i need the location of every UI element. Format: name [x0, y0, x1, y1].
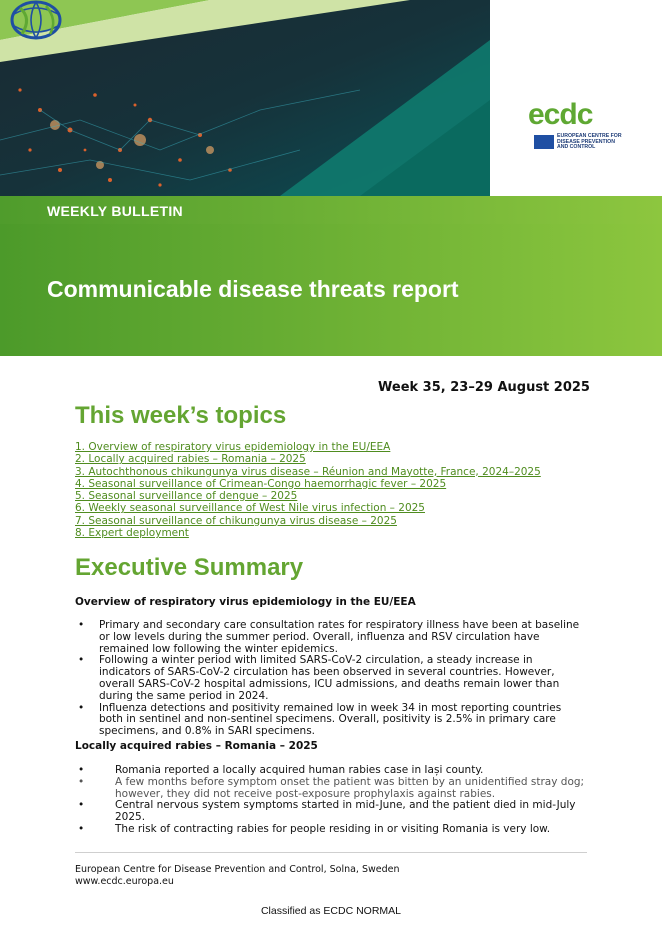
topic-link-1[interactable]: 1. Overview of respiratory virus epidemiology in the EU/EEA	[75, 441, 391, 453]
topic-link-2[interactable]: 2. Locally acquired rabies – Romania – 2025	[75, 453, 306, 466]
eu-flag-icon	[534, 135, 554, 149]
section-title-rabies: Locally acquired rabies – Romania – 2025	[75, 740, 318, 752]
topics-list	[75, 441, 541, 539]
topic-link-7[interactable]: 7. Seasonal surveillance of chikungunya virus disease – 2025	[75, 514, 397, 527]
footer	[75, 864, 400, 888]
ecdc-logo-word: ecdc	[528, 98, 593, 131]
topic-link-4[interactable]: 4. Seasonal surveillance of Crimean-Congo haemorrhagic fever – 2025	[75, 477, 447, 490]
bullet-icon: •	[78, 764, 85, 776]
executive-summary-heading: Executive Summary	[75, 554, 304, 581]
list-item: • Romania reported a locally acquired human rabies case in Iași county.	[78, 764, 484, 776]
topic-link-8[interactable]: 8. Expert deployment	[75, 527, 189, 540]
hero-banner	[0, 0, 662, 356]
section-title-respiratory: Overview of respiratory virus epidemiology in the EU/EEA	[75, 596, 416, 608]
list-item: • Primary and secondary care consultation rates for respiratory illness have been at baseline or low levels during the summer period. Overall, influenza and RSV circulation have remained low following the winter epidemics.	[78, 619, 580, 655]
ecdc-logo-subtitle: EUROPEAN CENTRE FOR DISEASE PREVENTION AND CONTROL	[557, 133, 622, 151]
list-item: • The risk of contracting rabies for people residing in or visiting Romania is very low.	[78, 822, 551, 835]
bullet-icon: •	[78, 701, 85, 714]
weekly-bulletin-label: WEEKLY BULLETIN	[47, 203, 183, 219]
list-item: • Influenza detections and positivity remained low in week 34 in most reporting countries both in sentinel and non-sentinel specimens. Overall, positivity is 2.5% in primary care specimens, and 0.8% in SARI specimens.	[78, 701, 562, 738]
classification-label: Classified as ECDC NORMAL	[260, 905, 402, 917]
week-range: Week 35, 23–29 August 2025	[378, 380, 590, 395]
bullet-icon: •	[78, 799, 85, 812]
report-title: Communicable disease threats report	[47, 276, 459, 302]
footer-website[interactable]: www.ecdc.europa.eu	[75, 876, 174, 887]
topics-heading: This week’s topics	[75, 402, 287, 429]
list-item: • A few months before symptom onset the patient was bitten by an unidentified stray dog; however, they did not receive post-exposure prophylaxis against rabies.	[78, 775, 585, 800]
footer-divider	[75, 852, 587, 853]
topic-link-5[interactable]: 5. Seasonal surveillance of dengue – 2025	[75, 490, 298, 503]
rabies-bullets	[75, 765, 587, 836]
bullet-icon: •	[78, 822, 85, 835]
respiratory-bullets	[75, 620, 587, 738]
ecdc-globe-icon	[0, 0, 110, 96]
list-item: • Central nervous system symptoms started in mid-June, and the patient died in mid-July 2025.	[78, 799, 576, 824]
bullet-icon: •	[78, 654, 85, 667]
list-item: • Following a winter period with limited SARS-CoV-2 circulation, a steady increase in indicators of SARS-CoV-2 circulation has been observed in several countries. However, overall SARS-CoV-2 hospital admissions, ICU admissions, and deaths remain lower than during the same period in 2024.	[78, 654, 560, 702]
topic-link-6[interactable]: 6. Weekly seasonal surveillance of West Nile virus infection – 2025	[75, 502, 425, 515]
bullet-icon: •	[78, 619, 85, 631]
footer-organisation: European Centre for Disease Prevention and Control, Solna, Sweden	[75, 864, 400, 875]
bullet-icon: •	[78, 775, 85, 788]
topic-link-3[interactable]: 3. Autochthonous chikungunya virus disease – Réunion and Mayotte, France, 2024–2025	[75, 465, 541, 478]
